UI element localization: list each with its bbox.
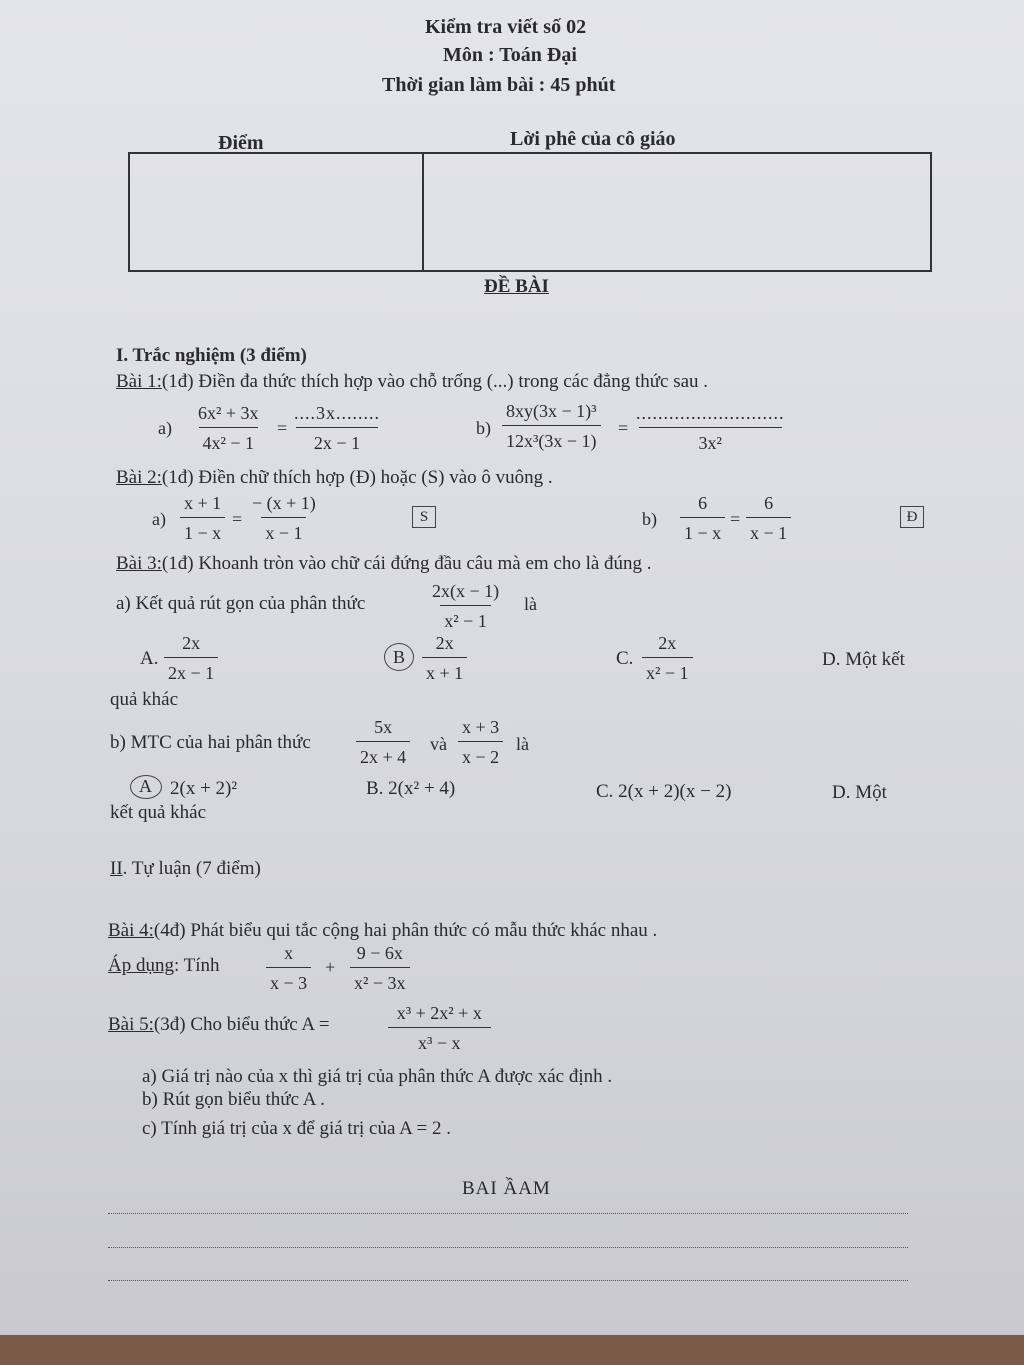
bai1-text: (1đ) Điền đa thức thích hợp vào chỗ trống (...) trong các đẳng thức sau .: [161, 371, 709, 392]
bai1-b-numerator: 8xy(3x − 1)³: [506, 401, 597, 421]
bai4-apdung: Áp dụng: [108, 955, 174, 976]
bai5-item-a: a) Giá trị nào của x thì giá trị của phân thức A được xác định .: [142, 1066, 613, 1087]
teacher-comment-label: Lời phê của cô giáo: [510, 128, 676, 150]
answer-line-2[interactable]: [108, 1247, 908, 1248]
bai4-tinh: : Tính: [173, 955, 220, 976]
bai5-item-c: c) Tính giá trị của x để giá trị của A = 2 .: [142, 1118, 452, 1139]
bai1-b-fraction: [502, 402, 601, 450]
bai3-text: (1đ) Khoanh tròn vào chữ cái đứng đầu câu mà em cho là đúng .: [161, 553, 652, 574]
answer-line-3[interactable]: [108, 1280, 908, 1281]
section1-title: I. Trắc nghiệm (3 điểm): [116, 345, 307, 366]
bai3-b-fraction1-den: 2x + 4: [356, 741, 410, 766]
bai2-b-equals: =: [730, 509, 741, 529]
bai1-b-denominator2: 3x²: [639, 427, 782, 452]
bai2-a-left-num: x + 1: [184, 493, 222, 513]
bai2-a-label: a): [152, 509, 166, 529]
bai1-a-answer-fraction: [294, 404, 380, 452]
bai1-b-blank: ...........................: [636, 403, 785, 423]
bai2-a-equals: =: [232, 509, 243, 529]
bai3-b-la: là: [516, 734, 529, 754]
bai3-b-va: và: [430, 734, 447, 754]
bai5-statement: [108, 1014, 330, 1036]
bai4-statement: [108, 920, 657, 942]
bai3-a-option-a-den: 2x − 1: [164, 657, 218, 682]
bai4-apply: [108, 955, 220, 977]
exam-time: Thời gian làm bài : 45 phút: [382, 74, 616, 96]
bai1-label: Bài 1:: [116, 371, 162, 392]
exam-subject: [443, 44, 577, 67]
bai4-fraction2-num: 9 − 6x: [356, 943, 403, 963]
bai3-b-option-a-text: 2(x + 2)²: [170, 778, 238, 799]
bai2-label: Bài 2:: [116, 467, 162, 488]
bai3-label: Bài 3:: [116, 553, 162, 574]
bai1-a-fraction: [194, 404, 263, 452]
bai3-a-option-d[interactable]: D. Một kết: [822, 649, 905, 670]
bai3-b-option-d[interactable]: D. Một: [832, 782, 887, 803]
bai1-b-label: b): [476, 418, 491, 438]
bai1-a-denominator2: 2x − 1: [296, 427, 378, 452]
bai2-a-left-fraction: [180, 494, 225, 542]
bai3-a-option-b-num: 2x: [435, 633, 454, 653]
bai1-a-denominator: 4x² − 1: [199, 427, 259, 452]
section2-roman: II: [110, 858, 123, 879]
bai4-fraction1: [266, 944, 311, 992]
bai2-b-right-num: 6: [764, 493, 774, 513]
bai3-a-num: 2x(x − 1): [432, 581, 500, 601]
bai3-a-option-a-fraction: [164, 634, 218, 682]
bai5-label: Bài 5:: [108, 1014, 154, 1035]
bai5-text: (3đ) Cho biểu thức A =: [153, 1014, 330, 1035]
bai5-num: x³ + 2x² + x: [396, 1003, 482, 1023]
bai3-a-option-c-letter[interactable]: C.: [616, 648, 634, 669]
bai5-fraction: [388, 1004, 491, 1052]
bai3-a-option-c-fraction: [642, 634, 693, 682]
bai3-a-option-d-continued: quả khác: [110, 689, 179, 710]
bai2-statement: [116, 467, 553, 489]
bai1-a-filled-answer: ....3x........: [294, 403, 380, 423]
answer-line-1[interactable]: [108, 1213, 908, 1214]
bai1-b-answer-fraction: [636, 404, 785, 452]
bai1-statement: [116, 371, 708, 393]
subject-text: Môn : Toán Đại: [443, 44, 577, 66]
bai2-a-right-den: x − 1: [261, 517, 306, 542]
bai3-b-option-c[interactable]: C. 2(x + 2)(x − 2): [596, 781, 732, 802]
bai3-a-la: là: [524, 594, 537, 614]
bai4-fraction1-den: x − 3: [266, 967, 311, 992]
bai3-b-option-a-letter[interactable]: A: [139, 776, 152, 796]
bai5-den: x³ − x: [388, 1027, 491, 1052]
bai2-a-answer-box[interactable]: S: [412, 506, 436, 528]
bai-lam-heading: BAI ẦAM: [462, 1178, 551, 1199]
bai1-b-equals: =: [618, 418, 629, 438]
bai3-a-option-c-den: x² − 1: [642, 657, 693, 682]
bai2-b-left-fraction: [680, 494, 725, 542]
bai3-b-fraction1-num: 5x: [374, 717, 393, 737]
bai1-a-equals: =: [277, 418, 288, 438]
bai2-a-right-num: − (x + 1): [252, 493, 316, 513]
bai2-a-right-fraction: [248, 494, 320, 542]
bai5-item-b: b) Rút gọn biểu thức A .: [142, 1089, 325, 1110]
bai3-a-option-c-num: 2x: [658, 633, 677, 653]
bai2-b-left-num: 6: [698, 493, 708, 513]
bai3-a-option-a-num: 2x: [182, 633, 201, 653]
bai4-fraction2-den: x² − 3x: [350, 967, 410, 992]
bai3-a-question: a) Kết quả rút gọn của phân thức: [116, 593, 366, 614]
bai3-a-option-b-den: x + 1: [422, 657, 467, 682]
bai3-b-fraction2-den: x − 2: [458, 741, 503, 766]
bai3-a-option-a-letter[interactable]: A.: [140, 648, 159, 669]
bai3-b-option-d-continued: kết quả khác: [110, 802, 207, 823]
bai1-b-denominator: 12x³(3x − 1): [502, 425, 601, 450]
bai3-b-fraction2: [458, 718, 503, 766]
bai3-b-option-b[interactable]: B. 2(x² + 4): [366, 778, 456, 799]
section2-title-text: . Tự luận (7 điểm): [122, 858, 261, 879]
bai4-fraction1-num: x: [284, 943, 294, 963]
bai2-b-left-den: 1 − x: [680, 517, 725, 542]
bai4-text: (4đ) Phát biểu qui tắc cộng hai phân thức có mẫu thức khác nhau .: [153, 920, 658, 941]
bai1-a-numerator: 6x² + 3x: [198, 403, 259, 423]
bai3-b-fraction2-num: x + 3: [462, 717, 500, 737]
bai4-label: Bài 4:: [108, 920, 154, 941]
bai3-a-option-b-fraction: [422, 634, 467, 682]
bai2-b-right-fraction: [746, 494, 791, 542]
bai2-b-right-den: x − 1: [746, 517, 791, 542]
bai2-b-label: b): [642, 509, 657, 529]
bai2-a-left-den: 1 − x: [180, 517, 225, 542]
bai4-fraction2: [350, 944, 410, 992]
bai3-a-option-b-letter[interactable]: B: [393, 647, 406, 667]
grade-table: [128, 152, 932, 272]
bai3-b-fraction1: [356, 718, 410, 766]
grade-table-divider: [422, 154, 424, 270]
exam-title: Kiểm tra viết số 02: [425, 16, 587, 38]
bai2-b-answer-box[interactable]: Đ: [900, 506, 924, 528]
bai4-plus: +: [325, 957, 336, 977]
bai1-a-label: a): [158, 418, 172, 438]
section2-title: [110, 858, 261, 880]
bai2-text: (1đ) Điền chữ thích hợp (Đ) hoặc (S) vào ô vuông .: [161, 467, 553, 488]
bai3-a-fraction: [428, 582, 503, 630]
de-bai-heading: ĐỀ BÀI: [484, 276, 549, 297]
bai3-b-question: b) MTC của hai phân thức: [110, 732, 311, 753]
bai3-a-den: x² − 1: [440, 605, 491, 630]
score-label: Điểm: [218, 132, 264, 154]
bai3-statement: [116, 553, 652, 575]
